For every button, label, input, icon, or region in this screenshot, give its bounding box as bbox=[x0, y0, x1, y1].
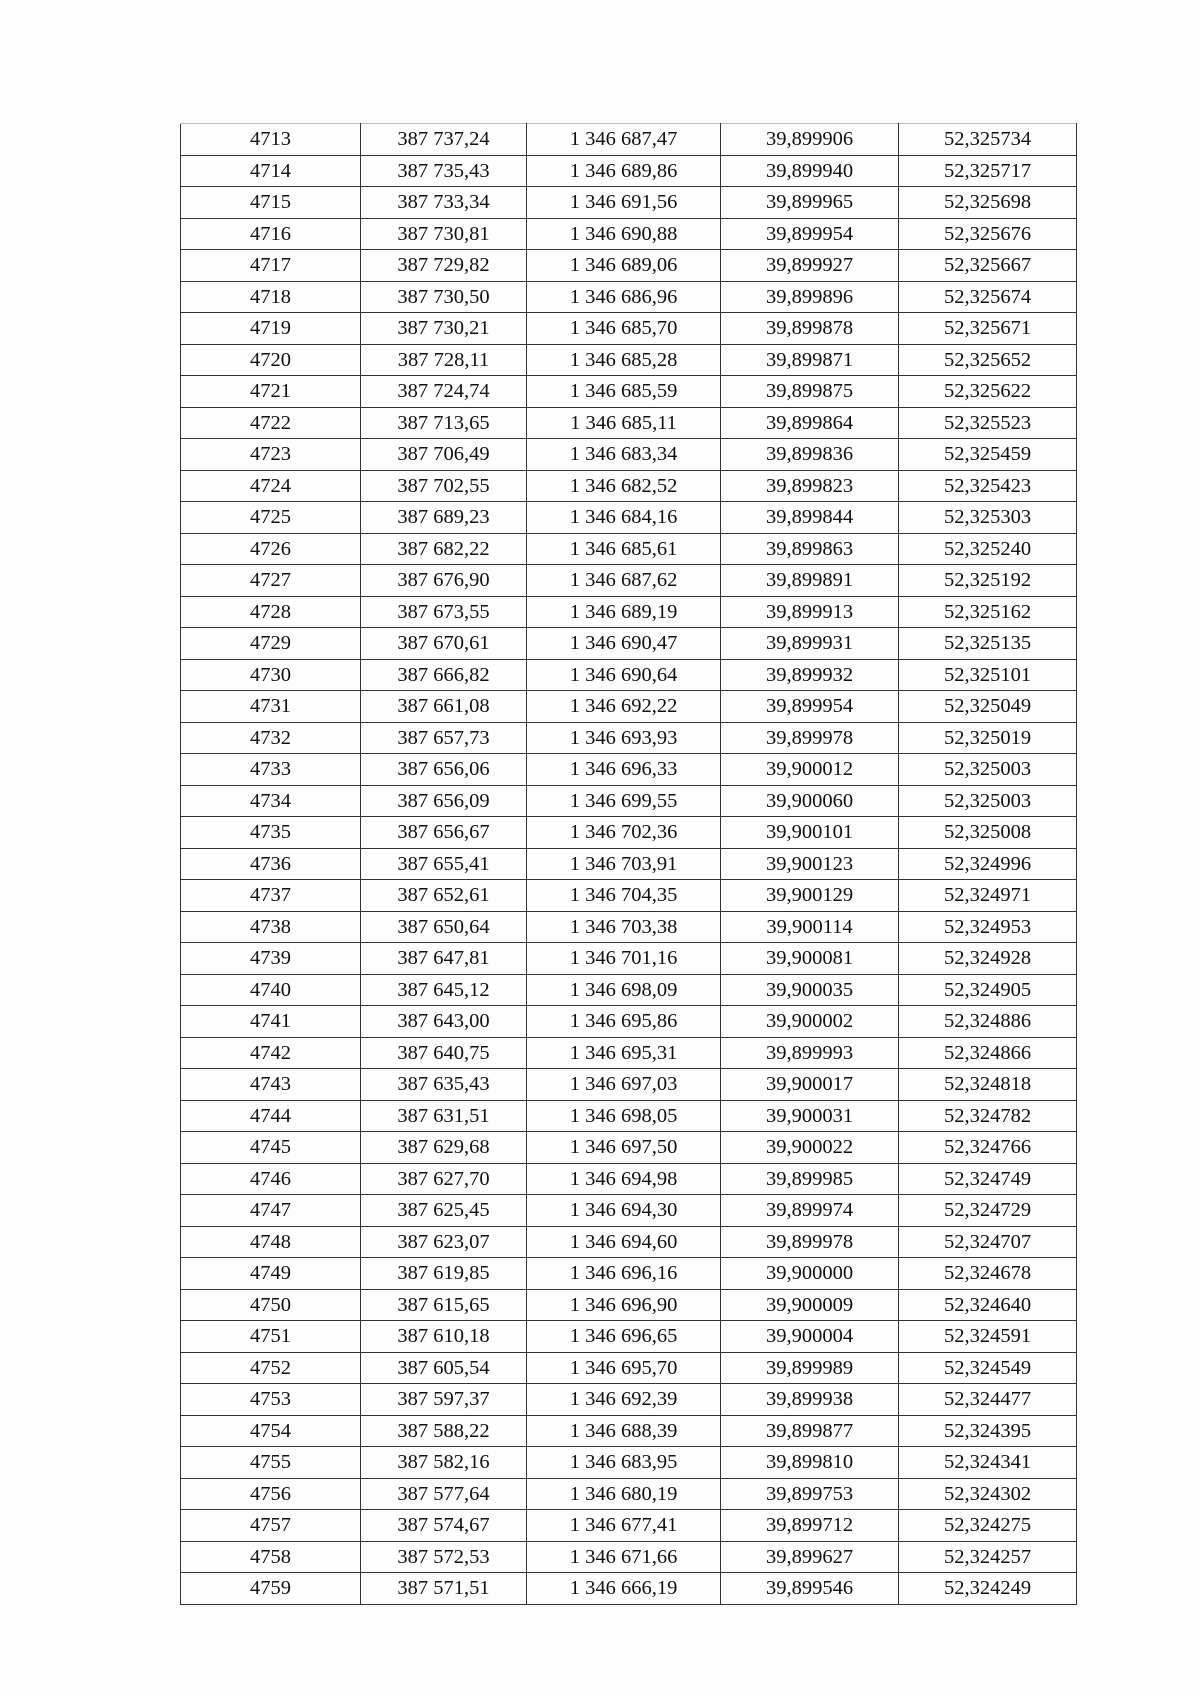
latitude-cell: 52,324782 bbox=[899, 1100, 1077, 1132]
table-row bbox=[181, 1132, 1077, 1164]
longitude-cell: 39,899546 bbox=[721, 1573, 899, 1605]
longitude-cell: 39,900002 bbox=[721, 1006, 899, 1038]
x-coordinate-cell: 387 619,85 bbox=[361, 1258, 527, 1290]
latitude-cell: 52,325717 bbox=[899, 155, 1077, 187]
table-row bbox=[181, 1352, 1077, 1384]
table-row bbox=[181, 1447, 1077, 1479]
x-coordinate-cell: 387 627,70 bbox=[361, 1163, 527, 1195]
point-number-cell: 4756 bbox=[181, 1478, 361, 1510]
point-number-cell: 4735 bbox=[181, 817, 361, 849]
point-number-cell: 4751 bbox=[181, 1321, 361, 1353]
y-coordinate-cell: 1 346 690,64 bbox=[527, 659, 721, 691]
longitude-cell: 39,900004 bbox=[721, 1321, 899, 1353]
x-coordinate-cell: 387 670,61 bbox=[361, 628, 527, 660]
latitude-cell: 52,324866 bbox=[899, 1037, 1077, 1069]
latitude-cell: 52,324275 bbox=[899, 1510, 1077, 1542]
point-number-cell: 4720 bbox=[181, 344, 361, 376]
latitude-cell: 52,325671 bbox=[899, 313, 1077, 345]
x-coordinate-cell: 387 605,54 bbox=[361, 1352, 527, 1384]
x-coordinate-cell: 387 650,64 bbox=[361, 911, 527, 943]
longitude-cell: 39,900060 bbox=[721, 785, 899, 817]
y-coordinate-cell: 1 346 694,60 bbox=[527, 1226, 721, 1258]
table-row bbox=[181, 1541, 1077, 1573]
table-row bbox=[181, 596, 1077, 628]
x-coordinate-cell: 387 588,22 bbox=[361, 1415, 527, 1447]
latitude-cell: 52,324477 bbox=[899, 1384, 1077, 1416]
longitude-cell: 39,900012 bbox=[721, 754, 899, 786]
y-coordinate-cell: 1 346 696,33 bbox=[527, 754, 721, 786]
point-number-cell: 4744 bbox=[181, 1100, 361, 1132]
latitude-cell: 52,324749 bbox=[899, 1163, 1077, 1195]
y-coordinate-cell: 1 346 684,16 bbox=[527, 502, 721, 534]
table-row bbox=[181, 1069, 1077, 1101]
latitude-cell: 52,325674 bbox=[899, 281, 1077, 313]
latitude-cell: 52,324395 bbox=[899, 1415, 1077, 1447]
table-row bbox=[181, 1006, 1077, 1038]
table-row bbox=[181, 250, 1077, 282]
table-row bbox=[181, 1163, 1077, 1195]
y-coordinate-cell: 1 346 685,11 bbox=[527, 407, 721, 439]
longitude-cell: 39,899863 bbox=[721, 533, 899, 565]
longitude-cell: 39,899906 bbox=[721, 124, 899, 156]
table-row bbox=[181, 848, 1077, 880]
latitude-cell: 52,324640 bbox=[899, 1289, 1077, 1321]
table-row bbox=[181, 1510, 1077, 1542]
longitude-cell: 39,899954 bbox=[721, 691, 899, 723]
coordinates-table bbox=[180, 123, 1077, 1605]
x-coordinate-cell: 387 571,51 bbox=[361, 1573, 527, 1605]
x-coordinate-cell: 387 713,65 bbox=[361, 407, 527, 439]
point-number-cell: 4719 bbox=[181, 313, 361, 345]
point-number-cell: 4748 bbox=[181, 1226, 361, 1258]
x-coordinate-cell: 387 597,37 bbox=[361, 1384, 527, 1416]
y-coordinate-cell: 1 346 689,19 bbox=[527, 596, 721, 628]
x-coordinate-cell: 387 728,11 bbox=[361, 344, 527, 376]
point-number-cell: 4738 bbox=[181, 911, 361, 943]
longitude-cell: 39,899753 bbox=[721, 1478, 899, 1510]
longitude-cell: 39,900035 bbox=[721, 974, 899, 1006]
point-number-cell: 4740 bbox=[181, 974, 361, 1006]
y-coordinate-cell: 1 346 680,19 bbox=[527, 1478, 721, 1510]
x-coordinate-cell: 387 656,09 bbox=[361, 785, 527, 817]
longitude-cell: 39,899891 bbox=[721, 565, 899, 597]
table-row bbox=[181, 344, 1077, 376]
table-row bbox=[181, 628, 1077, 660]
y-coordinate-cell: 1 346 694,30 bbox=[527, 1195, 721, 1227]
table-row bbox=[181, 1037, 1077, 1069]
x-coordinate-cell: 387 737,24 bbox=[361, 124, 527, 156]
latitude-cell: 52,324886 bbox=[899, 1006, 1077, 1038]
x-coordinate-cell: 387 635,43 bbox=[361, 1069, 527, 1101]
latitude-cell: 52,324766 bbox=[899, 1132, 1077, 1164]
longitude-cell: 39,900031 bbox=[721, 1100, 899, 1132]
point-number-cell: 4753 bbox=[181, 1384, 361, 1416]
x-coordinate-cell: 387 640,75 bbox=[361, 1037, 527, 1069]
longitude-cell: 39,900129 bbox=[721, 880, 899, 912]
latitude-cell: 52,324302 bbox=[899, 1478, 1077, 1510]
point-number-cell: 4721 bbox=[181, 376, 361, 408]
x-coordinate-cell: 387 643,00 bbox=[361, 1006, 527, 1038]
latitude-cell: 52,325523 bbox=[899, 407, 1077, 439]
y-coordinate-cell: 1 346 701,16 bbox=[527, 943, 721, 975]
point-number-cell: 4759 bbox=[181, 1573, 361, 1605]
y-coordinate-cell: 1 346 696,90 bbox=[527, 1289, 721, 1321]
point-number-cell: 4730 bbox=[181, 659, 361, 691]
point-number-cell: 4726 bbox=[181, 533, 361, 565]
latitude-cell: 52,325667 bbox=[899, 250, 1077, 282]
table-row bbox=[181, 1478, 1077, 1510]
point-number-cell: 4757 bbox=[181, 1510, 361, 1542]
y-coordinate-cell: 1 346 685,59 bbox=[527, 376, 721, 408]
point-number-cell: 4727 bbox=[181, 565, 361, 597]
x-coordinate-cell: 387 623,07 bbox=[361, 1226, 527, 1258]
longitude-cell: 39,899878 bbox=[721, 313, 899, 345]
table-row bbox=[181, 1195, 1077, 1227]
point-number-cell: 4752 bbox=[181, 1352, 361, 1384]
y-coordinate-cell: 1 346 666,19 bbox=[527, 1573, 721, 1605]
y-coordinate-cell: 1 346 694,98 bbox=[527, 1163, 721, 1195]
point-number-cell: 4747 bbox=[181, 1195, 361, 1227]
y-coordinate-cell: 1 346 683,34 bbox=[527, 439, 721, 471]
table-row bbox=[181, 439, 1077, 471]
point-number-cell: 4754 bbox=[181, 1415, 361, 1447]
y-coordinate-cell: 1 346 686,96 bbox=[527, 281, 721, 313]
latitude-cell: 52,325240 bbox=[899, 533, 1077, 565]
table-row bbox=[181, 1415, 1077, 1447]
table-row bbox=[181, 470, 1077, 502]
y-coordinate-cell: 1 346 688,39 bbox=[527, 1415, 721, 1447]
latitude-cell: 52,325652 bbox=[899, 344, 1077, 376]
table-row bbox=[181, 565, 1077, 597]
table-row bbox=[181, 659, 1077, 691]
y-coordinate-cell: 1 346 704,35 bbox=[527, 880, 721, 912]
table-row bbox=[181, 754, 1077, 786]
latitude-cell: 52,325303 bbox=[899, 502, 1077, 534]
point-number-cell: 4731 bbox=[181, 691, 361, 723]
x-coordinate-cell: 387 656,67 bbox=[361, 817, 527, 849]
longitude-cell: 39,899810 bbox=[721, 1447, 899, 1479]
x-coordinate-cell: 387 645,12 bbox=[361, 974, 527, 1006]
longitude-cell: 39,899931 bbox=[721, 628, 899, 660]
y-coordinate-cell: 1 346 692,39 bbox=[527, 1384, 721, 1416]
x-coordinate-cell: 387 702,55 bbox=[361, 470, 527, 502]
table-row bbox=[181, 943, 1077, 975]
longitude-cell: 39,899927 bbox=[721, 250, 899, 282]
longitude-cell: 39,899896 bbox=[721, 281, 899, 313]
point-number-cell: 4739 bbox=[181, 943, 361, 975]
longitude-cell: 39,900009 bbox=[721, 1289, 899, 1321]
latitude-cell: 52,324905 bbox=[899, 974, 1077, 1006]
x-coordinate-cell: 387 682,22 bbox=[361, 533, 527, 565]
table-row bbox=[181, 911, 1077, 943]
table-row bbox=[181, 1573, 1077, 1605]
longitude-cell: 39,899932 bbox=[721, 659, 899, 691]
point-number-cell: 4724 bbox=[181, 470, 361, 502]
longitude-cell: 39,899974 bbox=[721, 1195, 899, 1227]
y-coordinate-cell: 1 346 685,28 bbox=[527, 344, 721, 376]
y-coordinate-cell: 1 346 682,52 bbox=[527, 470, 721, 502]
x-coordinate-cell: 387 657,73 bbox=[361, 722, 527, 754]
point-number-cell: 4737 bbox=[181, 880, 361, 912]
point-number-cell: 4758 bbox=[181, 1541, 361, 1573]
latitude-cell: 52,324928 bbox=[899, 943, 1077, 975]
latitude-cell: 52,324729 bbox=[899, 1195, 1077, 1227]
point-number-cell: 4713 bbox=[181, 124, 361, 156]
x-coordinate-cell: 387 572,53 bbox=[361, 1541, 527, 1573]
table-row bbox=[181, 1226, 1077, 1258]
y-coordinate-cell: 1 346 702,36 bbox=[527, 817, 721, 849]
table-row bbox=[181, 281, 1077, 313]
y-coordinate-cell: 1 346 695,86 bbox=[527, 1006, 721, 1038]
point-number-cell: 4718 bbox=[181, 281, 361, 313]
y-coordinate-cell: 1 346 697,50 bbox=[527, 1132, 721, 1164]
point-number-cell: 4715 bbox=[181, 187, 361, 219]
y-coordinate-cell: 1 346 698,05 bbox=[527, 1100, 721, 1132]
table-row bbox=[181, 691, 1077, 723]
table-row bbox=[181, 1289, 1077, 1321]
table-row bbox=[181, 974, 1077, 1006]
x-coordinate-cell: 387 582,16 bbox=[361, 1447, 527, 1479]
y-coordinate-cell: 1 346 677,41 bbox=[527, 1510, 721, 1542]
y-coordinate-cell: 1 346 693,93 bbox=[527, 722, 721, 754]
longitude-cell: 39,899954 bbox=[721, 218, 899, 250]
latitude-cell: 52,325676 bbox=[899, 218, 1077, 250]
x-coordinate-cell: 387 676,90 bbox=[361, 565, 527, 597]
x-coordinate-cell: 387 647,81 bbox=[361, 943, 527, 975]
table-row bbox=[181, 1321, 1077, 1353]
x-coordinate-cell: 387 735,43 bbox=[361, 155, 527, 187]
y-coordinate-cell: 1 346 685,70 bbox=[527, 313, 721, 345]
point-number-cell: 4741 bbox=[181, 1006, 361, 1038]
x-coordinate-cell: 387 689,23 bbox=[361, 502, 527, 534]
latitude-cell: 52,325622 bbox=[899, 376, 1077, 408]
x-coordinate-cell: 387 577,64 bbox=[361, 1478, 527, 1510]
x-coordinate-cell: 387 733,34 bbox=[361, 187, 527, 219]
y-coordinate-cell: 1 346 689,86 bbox=[527, 155, 721, 187]
point-number-cell: 4733 bbox=[181, 754, 361, 786]
longitude-cell: 39,899627 bbox=[721, 1541, 899, 1573]
x-coordinate-cell: 387 625,45 bbox=[361, 1195, 527, 1227]
longitude-cell: 39,900022 bbox=[721, 1132, 899, 1164]
longitude-cell: 39,899938 bbox=[721, 1384, 899, 1416]
latitude-cell: 52,325101 bbox=[899, 659, 1077, 691]
x-coordinate-cell: 387 706,49 bbox=[361, 439, 527, 471]
coordinates-table-body bbox=[181, 124, 1077, 1605]
longitude-cell: 39,899965 bbox=[721, 187, 899, 219]
y-coordinate-cell: 1 346 703,91 bbox=[527, 848, 721, 880]
table-row bbox=[181, 533, 1077, 565]
point-number-cell: 4736 bbox=[181, 848, 361, 880]
point-number-cell: 4725 bbox=[181, 502, 361, 534]
table-row bbox=[181, 785, 1077, 817]
point-number-cell: 4745 bbox=[181, 1132, 361, 1164]
longitude-cell: 39,899993 bbox=[721, 1037, 899, 1069]
x-coordinate-cell: 387 729,82 bbox=[361, 250, 527, 282]
point-number-cell: 4749 bbox=[181, 1258, 361, 1290]
longitude-cell: 39,900000 bbox=[721, 1258, 899, 1290]
y-coordinate-cell: 1 346 695,70 bbox=[527, 1352, 721, 1384]
longitude-cell: 39,900081 bbox=[721, 943, 899, 975]
table-row bbox=[181, 376, 1077, 408]
table-row bbox=[181, 880, 1077, 912]
x-coordinate-cell: 387 724,74 bbox=[361, 376, 527, 408]
table-row bbox=[181, 1384, 1077, 1416]
point-number-cell: 4750 bbox=[181, 1289, 361, 1321]
x-coordinate-cell: 387 661,08 bbox=[361, 691, 527, 723]
latitude-cell: 52,324678 bbox=[899, 1258, 1077, 1290]
latitude-cell: 52,325459 bbox=[899, 439, 1077, 471]
longitude-cell: 39,899712 bbox=[721, 1510, 899, 1542]
table-row bbox=[181, 155, 1077, 187]
y-coordinate-cell: 1 346 687,47 bbox=[527, 124, 721, 156]
y-coordinate-cell: 1 346 671,66 bbox=[527, 1541, 721, 1573]
point-number-cell: 4722 bbox=[181, 407, 361, 439]
y-coordinate-cell: 1 346 692,22 bbox=[527, 691, 721, 723]
longitude-cell: 39,899913 bbox=[721, 596, 899, 628]
point-number-cell: 4723 bbox=[181, 439, 361, 471]
x-coordinate-cell: 387 730,81 bbox=[361, 218, 527, 250]
y-coordinate-cell: 1 346 696,16 bbox=[527, 1258, 721, 1290]
table-row bbox=[181, 502, 1077, 534]
table-row bbox=[181, 313, 1077, 345]
point-number-cell: 4717 bbox=[181, 250, 361, 282]
longitude-cell: 39,899877 bbox=[721, 1415, 899, 1447]
longitude-cell: 39,899871 bbox=[721, 344, 899, 376]
x-coordinate-cell: 387 655,41 bbox=[361, 848, 527, 880]
point-number-cell: 4742 bbox=[181, 1037, 361, 1069]
latitude-cell: 52,325135 bbox=[899, 628, 1077, 660]
point-number-cell: 4755 bbox=[181, 1447, 361, 1479]
latitude-cell: 52,324953 bbox=[899, 911, 1077, 943]
y-coordinate-cell: 1 346 703,38 bbox=[527, 911, 721, 943]
latitude-cell: 52,324707 bbox=[899, 1226, 1077, 1258]
latitude-cell: 52,325162 bbox=[899, 596, 1077, 628]
longitude-cell: 39,899985 bbox=[721, 1163, 899, 1195]
latitude-cell: 52,324591 bbox=[899, 1321, 1077, 1353]
latitude-cell: 52,325049 bbox=[899, 691, 1077, 723]
longitude-cell: 39,899844 bbox=[721, 502, 899, 534]
x-coordinate-cell: 387 652,61 bbox=[361, 880, 527, 912]
x-coordinate-cell: 387 666,82 bbox=[361, 659, 527, 691]
point-number-cell: 4746 bbox=[181, 1163, 361, 1195]
table-row bbox=[181, 722, 1077, 754]
longitude-cell: 39,899823 bbox=[721, 470, 899, 502]
x-coordinate-cell: 387 673,55 bbox=[361, 596, 527, 628]
latitude-cell: 52,325192 bbox=[899, 565, 1077, 597]
x-coordinate-cell: 387 730,50 bbox=[361, 281, 527, 313]
point-number-cell: 4743 bbox=[181, 1069, 361, 1101]
point-number-cell: 4716 bbox=[181, 218, 361, 250]
point-number-cell: 4732 bbox=[181, 722, 361, 754]
x-coordinate-cell: 387 574,67 bbox=[361, 1510, 527, 1542]
latitude-cell: 52,325003 bbox=[899, 754, 1077, 786]
point-number-cell: 4728 bbox=[181, 596, 361, 628]
y-coordinate-cell: 1 346 698,09 bbox=[527, 974, 721, 1006]
latitude-cell: 52,325698 bbox=[899, 187, 1077, 219]
x-coordinate-cell: 387 629,68 bbox=[361, 1132, 527, 1164]
table-row bbox=[181, 124, 1077, 156]
longitude-cell: 39,900114 bbox=[721, 911, 899, 943]
x-coordinate-cell: 387 656,06 bbox=[361, 754, 527, 786]
latitude-cell: 52,325008 bbox=[899, 817, 1077, 849]
longitude-cell: 39,899836 bbox=[721, 439, 899, 471]
y-coordinate-cell: 1 346 695,31 bbox=[527, 1037, 721, 1069]
y-coordinate-cell: 1 346 685,61 bbox=[527, 533, 721, 565]
y-coordinate-cell: 1 346 690,47 bbox=[527, 628, 721, 660]
y-coordinate-cell: 1 346 691,56 bbox=[527, 187, 721, 219]
point-number-cell: 4714 bbox=[181, 155, 361, 187]
latitude-cell: 52,324996 bbox=[899, 848, 1077, 880]
latitude-cell: 52,325003 bbox=[899, 785, 1077, 817]
latitude-cell: 52,325019 bbox=[899, 722, 1077, 754]
x-coordinate-cell: 387 610,18 bbox=[361, 1321, 527, 1353]
x-coordinate-cell: 387 631,51 bbox=[361, 1100, 527, 1132]
y-coordinate-cell: 1 346 683,95 bbox=[527, 1447, 721, 1479]
longitude-cell: 39,900123 bbox=[721, 848, 899, 880]
latitude-cell: 52,324341 bbox=[899, 1447, 1077, 1479]
latitude-cell: 52,324971 bbox=[899, 880, 1077, 912]
y-coordinate-cell: 1 346 690,88 bbox=[527, 218, 721, 250]
longitude-cell: 39,900017 bbox=[721, 1069, 899, 1101]
table-row bbox=[181, 187, 1077, 219]
latitude-cell: 52,324249 bbox=[899, 1573, 1077, 1605]
table-row bbox=[181, 407, 1077, 439]
longitude-cell: 39,899875 bbox=[721, 376, 899, 408]
point-number-cell: 4729 bbox=[181, 628, 361, 660]
y-coordinate-cell: 1 346 687,62 bbox=[527, 565, 721, 597]
y-coordinate-cell: 1 346 696,65 bbox=[527, 1321, 721, 1353]
point-number-cell: 4734 bbox=[181, 785, 361, 817]
longitude-cell: 39,899940 bbox=[721, 155, 899, 187]
table-row bbox=[181, 817, 1077, 849]
table-row bbox=[181, 1258, 1077, 1290]
longitude-cell: 39,899978 bbox=[721, 1226, 899, 1258]
longitude-cell: 39,899989 bbox=[721, 1352, 899, 1384]
y-coordinate-cell: 1 346 697,03 bbox=[527, 1069, 721, 1101]
y-coordinate-cell: 1 346 699,55 bbox=[527, 785, 721, 817]
longitude-cell: 39,899864 bbox=[721, 407, 899, 439]
y-coordinate-cell: 1 346 689,06 bbox=[527, 250, 721, 282]
latitude-cell: 52,324818 bbox=[899, 1069, 1077, 1101]
latitude-cell: 52,324257 bbox=[899, 1541, 1077, 1573]
latitude-cell: 52,324549 bbox=[899, 1352, 1077, 1384]
latitude-cell: 52,325423 bbox=[899, 470, 1077, 502]
table-row bbox=[181, 218, 1077, 250]
longitude-cell: 39,899978 bbox=[721, 722, 899, 754]
latitude-cell: 52,325734 bbox=[899, 124, 1077, 156]
x-coordinate-cell: 387 730,21 bbox=[361, 313, 527, 345]
table-row bbox=[181, 1100, 1077, 1132]
x-coordinate-cell: 387 615,65 bbox=[361, 1289, 527, 1321]
longitude-cell: 39,900101 bbox=[721, 817, 899, 849]
